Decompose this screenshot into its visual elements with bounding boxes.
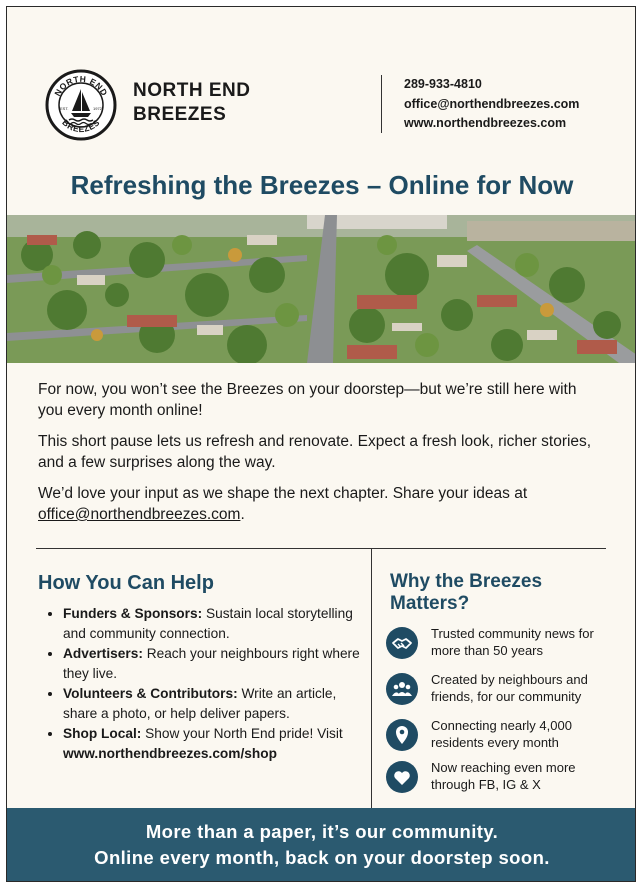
help-item-advertisers bbox=[63, 644, 363, 684]
help-item-volunteers bbox=[63, 684, 363, 724]
help-item-label: Advertisers: bbox=[63, 646, 143, 661]
logo-est: EST. bbox=[60, 106, 69, 111]
why-item-trusted bbox=[386, 625, 626, 665]
flyer-page bbox=[6, 6, 636, 882]
help-item-label: Funders & Sponsors: bbox=[63, 606, 203, 621]
contact-phone[interactable]: 289-933-4810 bbox=[404, 77, 482, 91]
header-divider bbox=[381, 75, 382, 133]
why-item-reaching bbox=[386, 759, 626, 799]
help-item-text: Show your North End pride! Visit bbox=[141, 726, 343, 741]
logo-top-text: NORTH END bbox=[52, 73, 110, 98]
logo-bottom-text: BREEZES bbox=[60, 117, 102, 135]
intro-paragraph-3-text: We’d love your input as we shape the next chapter. Share your ideas at bbox=[38, 485, 528, 502]
location-pin-icon bbox=[386, 719, 418, 751]
handshake-icon bbox=[386, 627, 418, 659]
why-text-connecting: Connecting nearly 4,000 residents every month bbox=[431, 718, 572, 750]
aerial-neighbourhood-photo bbox=[7, 215, 636, 363]
intro-paragraph-3 bbox=[38, 483, 598, 525]
footer-line-1: More than a paper, it’s our community. bbox=[145, 821, 499, 842]
help-item-funders bbox=[63, 604, 363, 644]
page-title: Refreshing the Breezes – Online for Now bbox=[70, 170, 574, 200]
brand-name-line1: NORTH END bbox=[133, 80, 251, 101]
intro-paragraph-2: This short pause lets us refresh and renovate. Expect a fresh look, richer stories, and a few surprises along the way. bbox=[38, 433, 592, 471]
contact-website[interactable]: www.northendbreezes.com bbox=[404, 116, 567, 130]
brand-name-line2: BREEZES bbox=[133, 104, 227, 125]
heart-icon bbox=[386, 761, 418, 793]
help-item-text: Sustain local storytelling and community connection. bbox=[63, 606, 353, 641]
why-section-title: Why the Breezes Matters? bbox=[390, 571, 543, 614]
why-text-trusted: Trusted community news for more than 50 years bbox=[431, 626, 594, 658]
help-list bbox=[43, 604, 363, 764]
column-divider bbox=[371, 548, 372, 808]
why-text-created: Created by neighbours and friends, for our community bbox=[431, 672, 588, 704]
contact-block bbox=[404, 75, 579, 134]
why-text-reaching: Now reaching even more through FB, IG & X bbox=[431, 760, 576, 792]
people-icon bbox=[386, 673, 418, 705]
intro-text bbox=[38, 379, 598, 535]
help-item-text: Reach your neighbours right where they live. bbox=[63, 646, 360, 681]
help-item-text: Write an article, share a photo, or help deliver papers. bbox=[63, 686, 337, 721]
help-item-shop-local bbox=[63, 724, 363, 764]
brand-name bbox=[133, 79, 250, 127]
intro-paragraph-1: For now, you won’t see the Breezes on your doorstep—but we’re still here with you every month online! bbox=[38, 381, 577, 419]
shop-link[interactable]: www.northendbreezes.com/shop bbox=[63, 746, 277, 761]
help-item-label: Shop Local: bbox=[63, 726, 142, 741]
footer-line-2: Online every month, back on your doorstep soon. bbox=[94, 847, 550, 868]
footer-banner bbox=[7, 808, 636, 882]
section-divider bbox=[36, 548, 606, 549]
why-item-created bbox=[386, 671, 626, 711]
contact-email[interactable]: office@northendbreezes.com bbox=[404, 96, 580, 111]
logo-year: 1972 bbox=[93, 106, 102, 111]
help-item-label: Volunteers & Contributors: bbox=[63, 686, 238, 701]
intro-paragraph-3-end: . bbox=[240, 506, 245, 523]
why-item-connecting bbox=[386, 717, 626, 757]
north-end-breezes-logo bbox=[45, 69, 117, 141]
intro-email-link[interactable]: office@northendbreezes.com bbox=[38, 506, 241, 523]
help-section-title: How You Can Help bbox=[38, 572, 214, 594]
